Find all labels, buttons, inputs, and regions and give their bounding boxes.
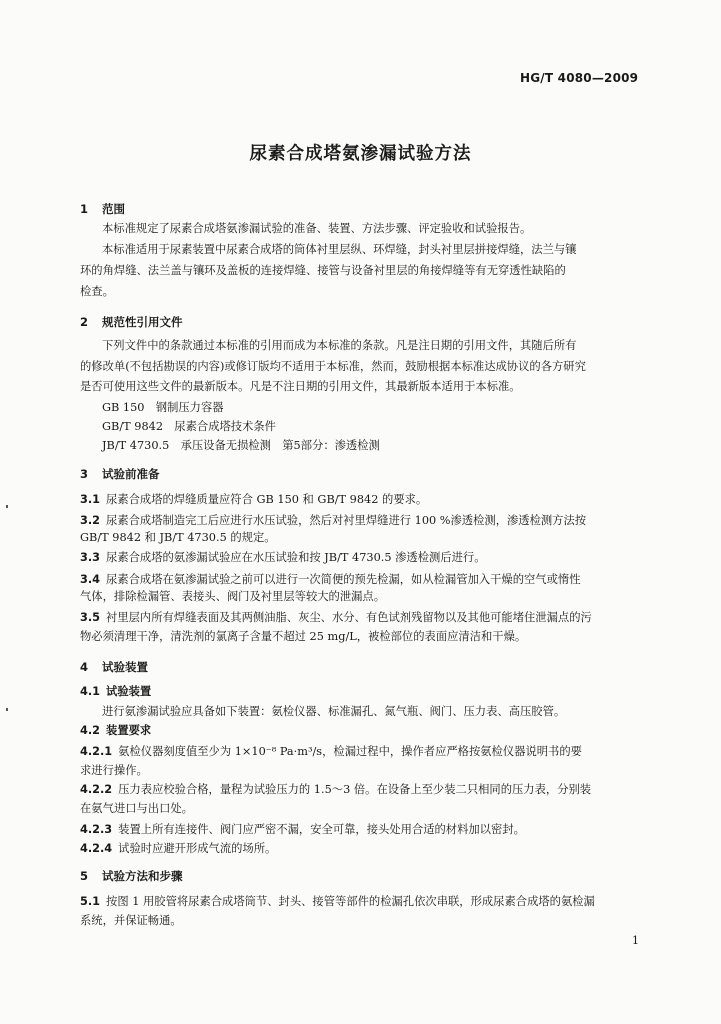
section-5-heading: [80, 868, 183, 884]
section-title: 试验前准备: [102, 467, 160, 481]
clause-text: 尿素合成塔的氨渗漏试验应在水压试验和按 JB/T 4730.5 渗透检测后进行。: [106, 551, 486, 564]
clause-text: 衬里层内所有焊缝表面及其两侧油脂、灰尘、水分、有色试剂残留物以及其他可能堵住泄漏点的污: [106, 611, 592, 624]
paragraph-line: 本标准适用于尿素装置中尿素合成塔的筒体衬里层纵、环焊缝，封头衬里层拼接焊缝，法兰与镶: [102, 243, 577, 256]
clause-number: 3.3: [80, 551, 101, 564]
section-1-heading: [80, 201, 125, 217]
section-number: 2: [80, 315, 89, 329]
section-title: 规范性引用文件: [102, 315, 183, 329]
scan-mark: [6, 708, 8, 711]
paragraph-line: 环的角焊缝、法兰盖与镶环及盖板的连接焊缝、接管与设备衬里层的角接焊缝等有无穿透性缺陷的: [80, 264, 566, 277]
reference-item: JB/T 4730.5 承压设备无损检测 第5部分：渗透检测: [102, 439, 380, 452]
reference-item: GB/T 9842 尿素合成塔技术条件: [102, 420, 276, 433]
clause-4-2-2: [80, 782, 591, 797]
clause-number: 3.5: [80, 611, 101, 624]
paragraph-line: 的修改单(不包括勘误的内容)或修订版均不适用于本标准，然而，鼓励根据本标准达成协议的各方研究: [80, 360, 586, 373]
paragraph-line: 物必须清理干净，清洗剂的氯离子含量不超过 25 mg/L，被检部位的表面应清洁和干燥。: [80, 630, 527, 643]
paragraph-line: 本标准规定了尿素合成塔氨渗漏试验的准备、装置、方法步骤、评定验收和试验报告。: [102, 222, 532, 235]
paragraph-line: 是否可使用这些文件的最新版本。凡是不注日期的引用文件，其最新版本适用于本标准。: [80, 380, 521, 393]
document-title: 尿素合成塔氨渗漏试验方法: [249, 144, 472, 164]
clause-4-2-1: [80, 744, 582, 759]
paragraph-line: 在氨气进口与出口处。: [80, 802, 193, 815]
paragraph-line: GB/T 9842 和 JB/T 4730.5 的规定。: [80, 531, 276, 544]
clause-number: 4.2.3: [80, 823, 113, 836]
clause-4-2-heading: [80, 723, 157, 738]
section-number: 4: [80, 660, 89, 674]
clause-3-2: [80, 513, 586, 528]
clause-text: 压力表应校验合格，量程为试验压力的 1.5～3 倍。在设备上至少装二只相同的压力表，分别装: [118, 783, 592, 796]
paragraph-line: 系统，并保证畅通。: [80, 914, 182, 927]
paragraph-line: 下列文件中的条款通过本标准的引用而成为本标准的条款。凡是注日期的引用文件，其随后所有: [102, 339, 577, 352]
paragraph-line: 检查。: [80, 285, 114, 298]
clause-number: 4.2.2: [80, 783, 113, 796]
clause-number: 4.2.1: [80, 745, 113, 758]
clause-number: 3.1: [80, 493, 101, 506]
clause-title: 试验装置: [106, 685, 152, 698]
paragraph-line: 气体，排除检漏管、表接头、阀门及衬里层等较大的泄漏点。: [80, 590, 386, 603]
section-title: 范围: [102, 202, 125, 216]
clause-3-5: [80, 610, 592, 625]
clause-number: 4.1: [80, 685, 101, 698]
reference-item: GB 150 钢制压力容器: [102, 401, 224, 414]
section-2-heading: [80, 314, 183, 330]
section-number: 5: [80, 869, 89, 883]
paragraph-line: 进行氨渗漏试验应具备如下装置：氨检仪器、标准漏孔、氮气瓶、阀门、压力表、高压胶管。: [102, 705, 566, 718]
clause-text: 尿素合成塔在氨渗漏试验之前可以进行一次简便的预先检漏，如从检漏管加入干燥的空气或惰性: [106, 573, 581, 586]
clause-text: 氨检仪器刻度值至少为 1×10⁻⁸ Pa·m³/s，检漏过程中，操作者应严格按氨检仪器说明书的要: [118, 745, 582, 758]
clause-number: 3.2: [80, 514, 101, 527]
clause-text: 按图 1 用胶管将尿素合成塔筒节、封头、接管等部件的检漏孔依次串联，形成尿素合成塔的氨检漏: [106, 895, 595, 908]
clause-number: 4.2.4: [80, 842, 113, 855]
section-4-heading: [80, 659, 148, 675]
clause-4-2-4: [80, 841, 276, 856]
clause-number: 3.4: [80, 573, 101, 586]
standard-number: HG/T 4080—2009: [520, 71, 639, 85]
clause-text: 尿素合成塔制造完工后应进行水压试验，然后对衬里焊缝进行 100 %渗透检测，渗透检测方法按: [106, 514, 587, 527]
clause-4-2-3: [80, 822, 525, 837]
clause-number: 4.2: [80, 724, 101, 737]
page-number: 1: [632, 934, 639, 947]
clause-title: 装置要求: [106, 724, 152, 737]
clause-text: 尿素合成塔的焊缝质量应符合 GB 150 和 GB/T 9842 的要求。: [106, 493, 428, 506]
section-title: 试验方法和步骤: [102, 869, 183, 883]
clause-3-4: [80, 572, 581, 587]
clause-text: 试验时应避开形成气流的场所。: [118, 842, 277, 855]
section-title: 试验装置: [102, 660, 148, 674]
section-3-heading: [80, 466, 160, 482]
clause-text: 装置上所有连接件、阀门应严密不漏，安全可靠，接头处用合适的材料加以密封。: [118, 823, 525, 836]
clause-3-3: [80, 550, 486, 565]
paragraph-line: 求进行操作。: [80, 764, 148, 777]
clause-5-1: [80, 894, 595, 909]
scan-mark: [6, 505, 8, 508]
section-number: 1: [80, 202, 89, 216]
clause-number: 5.1: [80, 895, 101, 908]
clause-4-1-heading: [80, 684, 157, 699]
clause-3-1: [80, 492, 427, 507]
section-number: 3: [80, 467, 89, 481]
